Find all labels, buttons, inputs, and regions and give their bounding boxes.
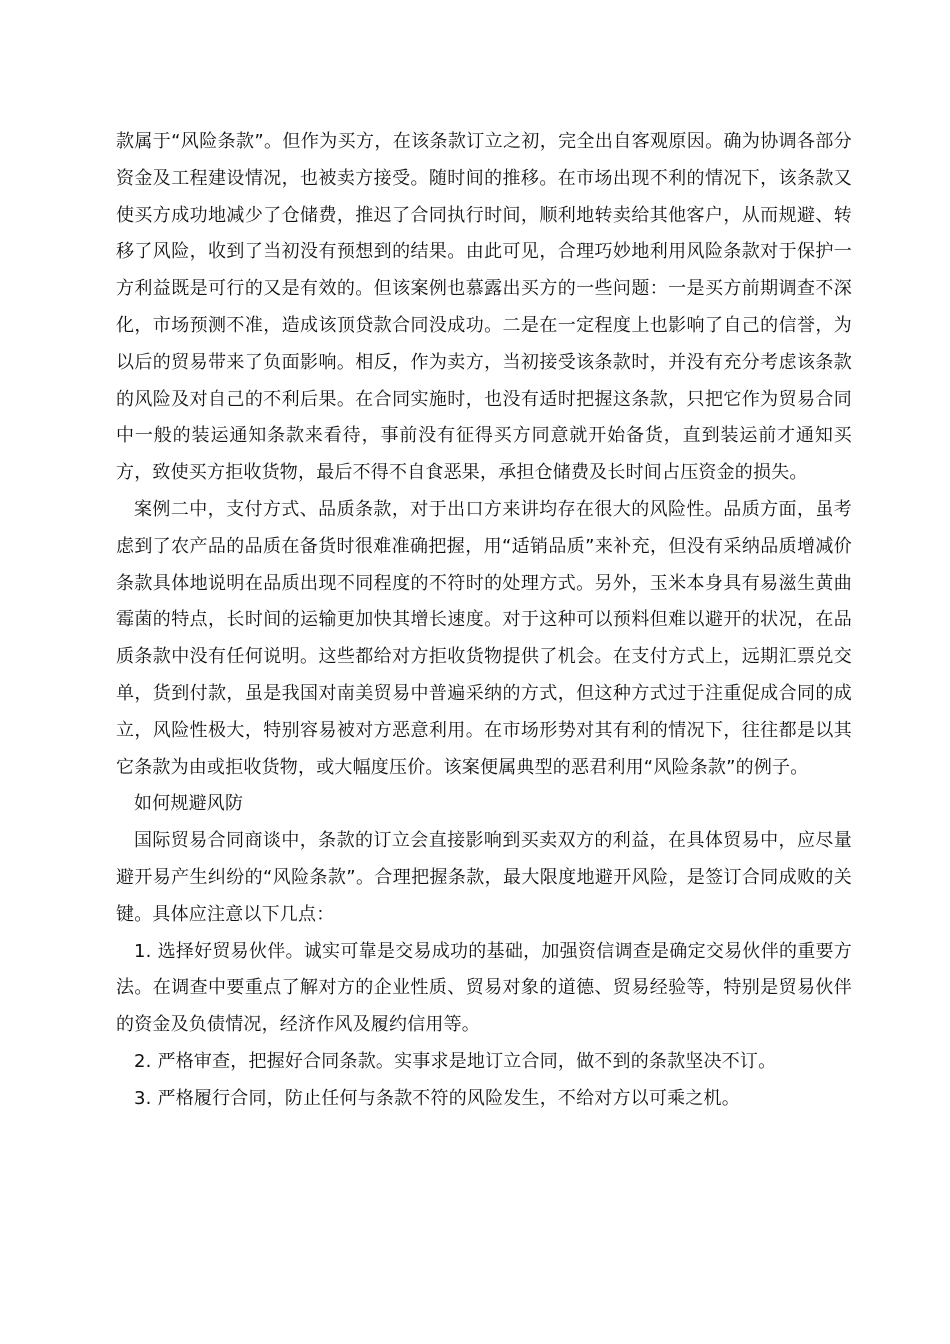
list-item-2: 2. 严格审查，把握好合同条款。实事求是地订立合同，做不到的条款坚决不订。 xyxy=(134,1050,777,1072)
paragraph-intro: 国际贸易合同商谈中，条款的订立会直接影响到买卖双方的利益，在具体贸易中，应尽量避开易产生纠纷的“风险条款”。合理把握条款，最大限度地避开风险，是签订合同成败的关键。具体应注意以下几点： xyxy=(116,830,852,925)
paragraph-case-two: 案例二中，支付方式、品质条款，对于出口方来讲均存在很大的风险性。品质方面，虽考虑到了农产品的品质在备货时很难准确把握，用“适销品质”来补充，但没有采纳品质增减价条款具体地说明在品质出现不同程度的不符时的处理方式。另外，玉米本身具有易滋生黄曲霉菌的特点，长时间的运输更加快其增长速度。对于这种可以预料但难以避开的状况，在品质条款中没有任何说明。这些都给对方拒收货物提供了机会。在支付方式上，远期汇票兑交单，货到付款，虽是我国对南美贸易中普遍采纳的方式，但这种方式过于注重促成合同的成立，风险性极大，特别容易被对方恶意利用。在市场形势对其有利的情况下，往往都是以其它条款为由或拒收货物，或大幅度压价。该案便属典型的恶君利用“风险条款”的例子。 xyxy=(116,498,852,778)
list-item-3: 3. 严格履行合同，防止任何与条款不符的风险发生，不给对方以可乘之机。 xyxy=(134,1087,740,1109)
paragraph-risk-clause-analysis: 款属于“风险条款”。但作为买方，在该条款订立之初，完全出自客观原因。确为协调各部分资金及工程建设情况，也被卖方接受。随时间的推移。在市场出现不利的情况下，该条款又使买方成功地减少了仓储费，推迟了合同执行时间，顺利地转卖给其他客户，从而规避、转移了风险，收到了当初没有预想到的结果。由此可见，合理巧妙地利用风险条款对于保护一方利益既是可行的又是有效的。但该案例也慕露出买方的一些问题：一是买方前期调查不深化，市场预测不准，造成该顶贷款合同没成功。二是在一定程度上也影响了自己的信誉，为以后的贸易带来了负面影响。相反，作为卖方，当初接受该条款时，并没有充分考虑该条款的风险及对自己的不利后果。在合同实施时，也没有适时把握这条款，只把它作为贸易合同中一般的装运通知条款来看待，事前没有征得买方同意就开始备货，直到装运前才通知买方，致使买方拒收货物，最后不得不自食恶果，承担仓储费及长时间占压资金的损失。 xyxy=(116,131,852,484)
list-item-1: 1. 选择好贸易伙伴。诚实可靠是交易成功的基础，加强资信调查是确定交易伙伴的重要方法。在调查中要重点了解对方的企业性质、贸易对象的道德、贸易经验等，特别是贸易伙伴的资金及负债情况，经济作风及履约信用等。 xyxy=(116,940,852,1036)
document-body xyxy=(116,124,852,1118)
section-heading: 如何规避风防 xyxy=(134,793,244,815)
